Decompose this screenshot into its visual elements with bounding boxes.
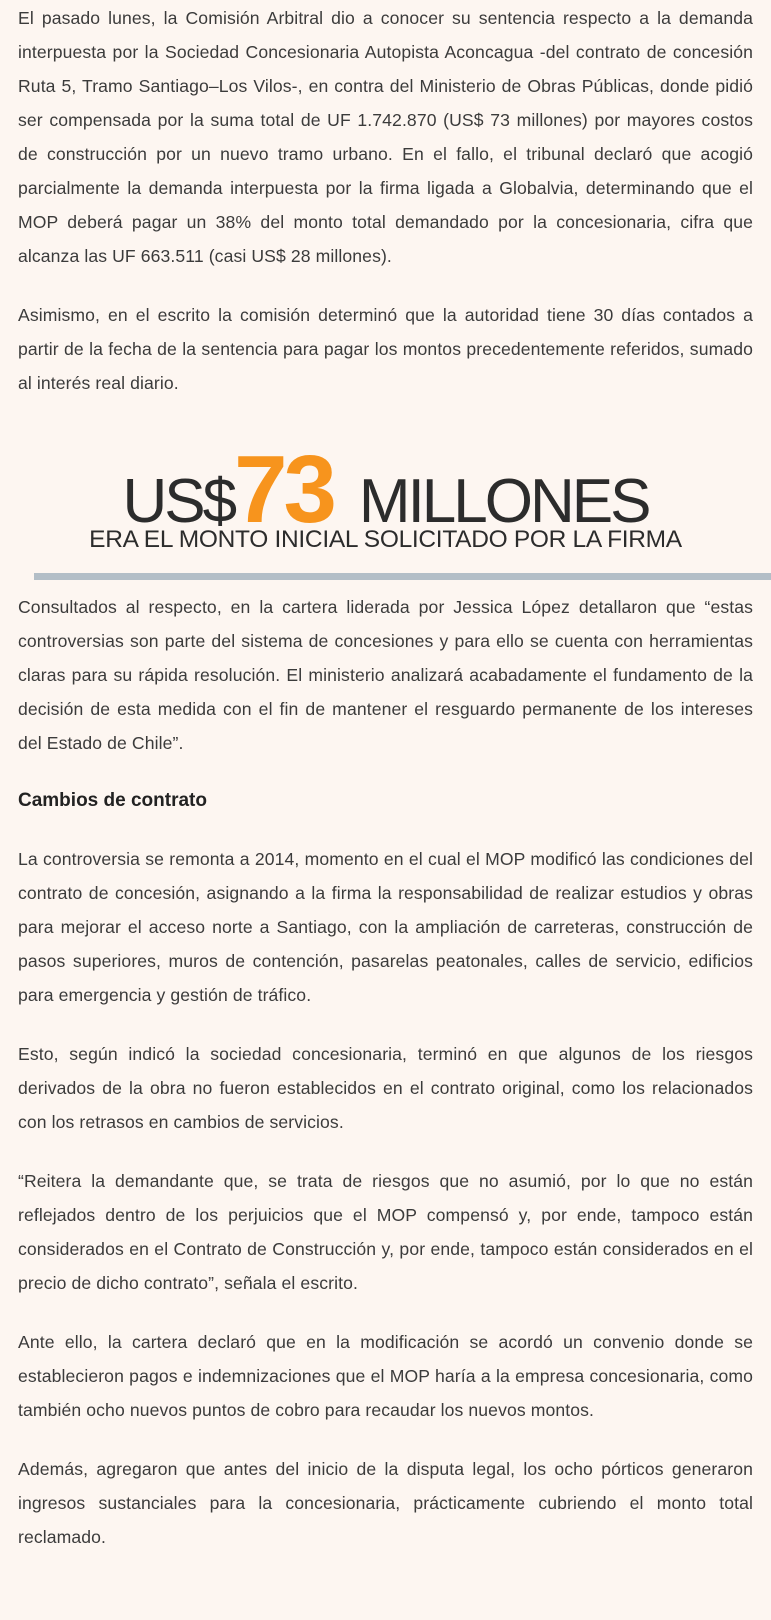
callout-currency: US$	[122, 467, 235, 536]
paragraph-porticos: Además, agregaron que antes del inicio de la disputa legal, los ocho pórticos generaron ingresos sustanciales para la concesionaria, prácticamente cubriendo el monto total reclamado.	[18, 1459, 753, 1547]
paragraph-ministerio: Consultados al respecto, en la cartera liderada por Jessica López detallaron que “estas controversias son parte del sistema de concesiones y para ello se cuenta con herramientas claras para su rápida resolución. El ministerio analizará acabadamente el fundamento de la decisión de esta medida con el fin de mantener el resguardo permanente de los intereses del Estado de Chile”.	[18, 597, 753, 753]
callout-number: 73	[234, 436, 333, 543]
section-heading: Cambios de contrato	[18, 790, 207, 811]
paragraph-plazo-pago: Asimismo, en el escrito la comisión determinó que la autoridad tiene 30 días contados a partir de la fecha de la sentencia para pagar los montos precedentemente referidos, sumado al interés real diario.	[18, 305, 753, 393]
callout-unit: MILLONES	[358, 467, 649, 536]
paragraph-riesgos: Esto, según indicó la sociedad concesionaria, terminó en que algunos de los riesgos derivados de la obra no fueron establecidos en el contrato original, como los relacionados con los retrasos en cambios de servicios.	[18, 1044, 753, 1132]
paragraph-cita-demandante: “Reitera la demandante que, se trata de riesgos que no asumió, por lo que no están reflejados dentro de los perjuicios que el MOP compensó y, por ende, tampoco están considerados en el Contrato de Construcción y, por ende, tampoco están considerados en el precio de dicho contrato”, señala el escrito.	[18, 1171, 753, 1293]
paragraph-convenio: Ante ello, la cartera declaró que en la modificación se acordó un convenio donde se establecieron pagos e indemnizaciones que el MOP haría a la empresa concesionaria, como también ocho nuevos puntos de cobro para recaudar los nuevos montos.	[18, 1332, 753, 1420]
paragraph-sentencia: El pasado lunes, la Comisión Arbitral dio a conocer su sentencia respecto a la demanda interpuesta por la Sociedad Concesionaria Autopista Aconcagua -del contrato de concesión Ruta 5, Tramo Santiago–Los Vilos-, en contra del Ministerio de Obras Públicas, donde pidió ser compensada por la suma total de UF 1.742.870 (US$ 73 millones) por mayores costos de construcción por un nuevo tramo urbano. En el fallo, el tribunal declaró que acogió parcialmente la demanda interpuesta por la firma ligada a Globalvia, determinando que el MOP deberá pagar un 38% del monto total demandado por la concesionaria, cifra que alcanza las UF 663.511 (casi US$ 28 millones).	[18, 8, 753, 266]
callout-subtitle: ERA EL MONTO INICIAL SOLICITADO POR LA FIRMA	[89, 526, 682, 553]
highlight-callout	[18, 400, 753, 590]
callout-divider	[34, 573, 771, 580]
paragraph-controversia: La controversia se remonta a 2014, momento en el cual el MOP modificó las condiciones del contrato de concesión, asignando a la firma la responsabilidad de realizar estudios y obras para mejorar el acceso norte a Santiago, con la ampliación de carreteras, construcción de pasos superiores, muros de contención, pasarelas peatonales, calles de servicio, edificios para emergencia y gestión de tráfico.	[18, 849, 753, 1005]
